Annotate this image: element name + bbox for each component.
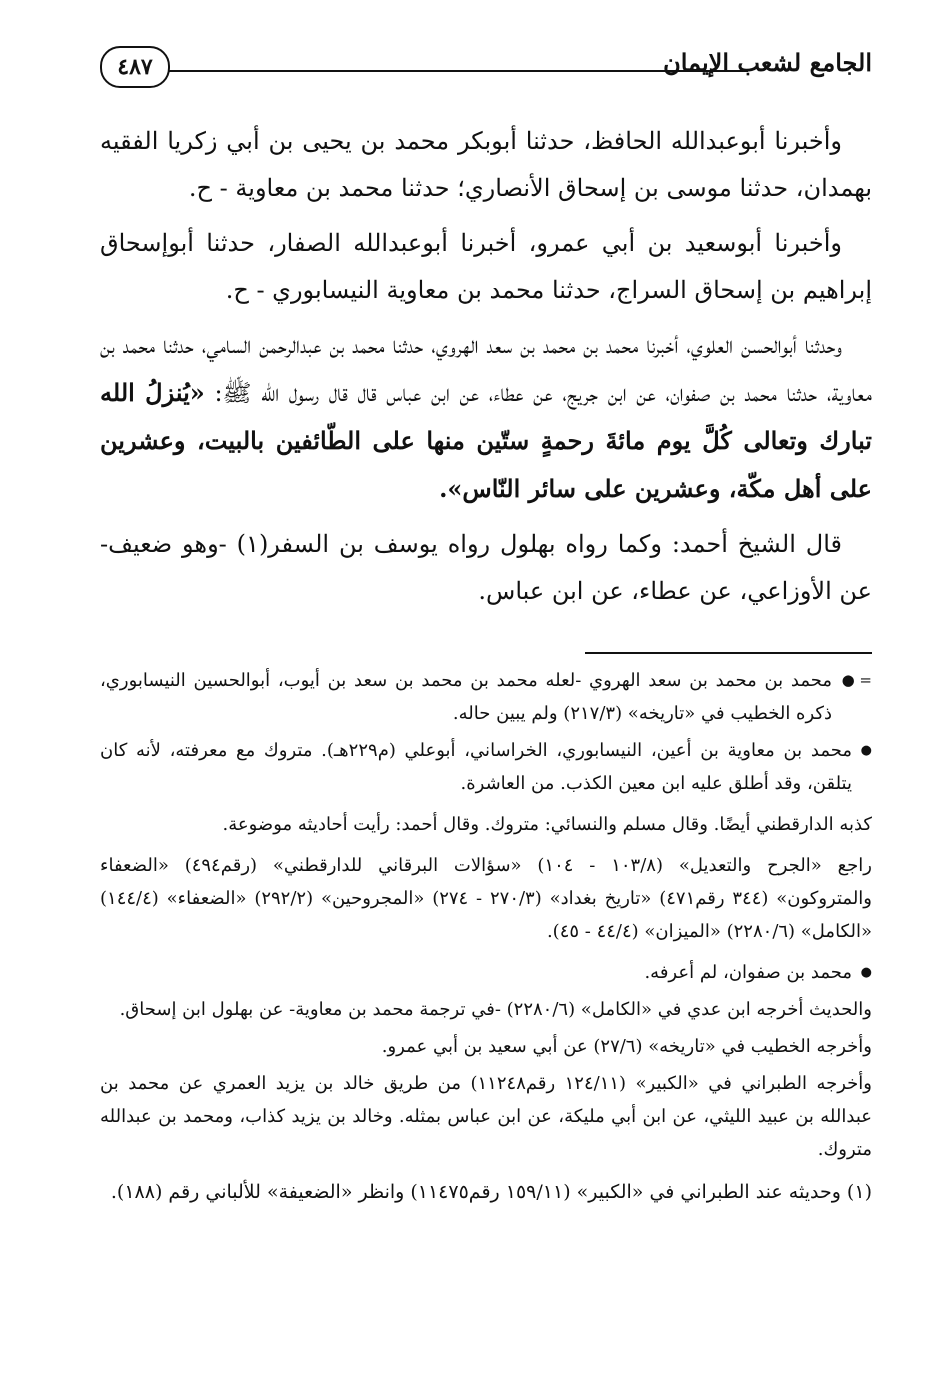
note-text: كذبه الدارقطني أيضًا. وقال مسلم والنسائي: متروك. وقال أحمد: رأيت أحاديثه موضوعة. bbox=[222, 814, 872, 835]
page-number: ٤٨٧ bbox=[100, 46, 170, 88]
footnotes bbox=[100, 664, 872, 1218]
note-narrator: ● محمد بن صفوان، لم أعرفه. bbox=[100, 956, 872, 989]
note-narrator: ● محمد بن معاوية بن أعين، النيسابوري، الخراساني، أبوعلي (م٢٢٩هـ). متروك مع معرفته، لأنه كان يتلقن، وقد أطلق عليه ابن معين الكذب. من العاشرة. bbox=[100, 734, 872, 800]
note-takhrij: وأخرجه الخطيب في «تاريخه» (٢٧/٦) عن أبي سعيد بن أبي عمرو. bbox=[381, 1036, 872, 1057]
isnad-text: وحدثنا أبوالحسن العلوي، أخبرنا محمد بن محمد بن سعد الهروي، حدثنا محمد بن عبدالرحمن السامي، حدثنا محمد بن معاوية، حدثنا محمد بن صفوان، عن ابن جريج، عن عطاء، عن ابن عباس قال قال رسول الله ﷺ: bbox=[100, 331, 872, 407]
header-rule bbox=[168, 70, 748, 72]
footnote-1: (١) وحديثه عند الطبراني في «الكبير» (١٥٩/١١ رقم١١٤٧٥) وانظر «الضعيفة» للألباني رقم (١٨٨). bbox=[110, 1181, 872, 1203]
note-takhrij: وأخرجه الطبراني في «الكبير» (١٢٤/١١ رقم١١٢٤٨) من طريق خالد بن يزيد العمري عن محمد بن عبدالله بن عبيد الليثي، عن ابن أبي مليكة، عن ابن عباس بمثله. وخالد بن يزيد كذاب، ومحمد بن عبدالله متروك. bbox=[100, 1073, 872, 1160]
main-text bbox=[100, 118, 872, 623]
paragraph: قال الشيخ أحمد: وكما رواه بهلول رواه يوسف بن السفر(١) -وهو ضعيف- عن الأوزاعي، عن عطاء، عن ابن عباس. bbox=[100, 530, 872, 605]
footnote-rule bbox=[585, 652, 872, 654]
paragraph bbox=[100, 322, 872, 513]
note-takhrij: والحديث أخرجه ابن عدي في «الكامل» (٢٢٨٠/٦) -في ترجمة محمد بن معاوية- عن بهلول ابن إسحاق. bbox=[119, 999, 872, 1020]
paragraph: وأخبرنا أبوعبدالله الحافظ، حدثنا أبوبكر محمد بن يحيى بن أبي زكريا الفقيه بهمدان، حدثنا موسى بن إسحاق الأنصاري؛ حدثنا محمد بن معاوية - ح. bbox=[100, 127, 872, 202]
hadith-text: «يُنزلُ الله تبارك وتعالى كُلَّ يوم مائةَ رحمةٍ ستّين منها على الطّائفين بالبيت، وعشرين على أهل مكّة، وعشرين على سائر النّاس». bbox=[100, 378, 872, 503]
note-references: راجع «الجرح والتعديل» (١٠٣/٨ - ١٠٤) «سؤالات البرقاني للدارقطني» (رقم٤٩٤) «الضعفاء والمتروكون» (٣٤٤ رقم٤٧١) «تاريخ بغداد» (٢٧٠/٣ - ٢٧٤) «المجروحين» (٢٩٢/٢) «الضعفاء» (١٤٤/٤) «الكامل» (٢٢٨٠/٦) «الميزان» (٤٤/٤ - ٤٥). bbox=[100, 855, 872, 942]
note-narrator: = ● محمد بن محمد بن سعد الهروي -لعله محمد بن محمد بن سعد بن أيوب، أبوالحسين النيسابوري، ذكره الخطيب في «تاريخه» (٢١٧/٣) ولم يبين حاله. bbox=[100, 664, 872, 730]
running-title: الجامع لشعب الإيمان bbox=[663, 48, 872, 77]
paragraph: وأخبرنا أبوسعيد بن أبي عمرو، أخبرنا أبوعبدالله الصفار، حدثنا أبوإسحاق إبراهيم بن إسحاق السراج، حدثنا محمد بن معاوية النيسابوري - ح. bbox=[100, 229, 872, 304]
page-header bbox=[100, 40, 872, 102]
